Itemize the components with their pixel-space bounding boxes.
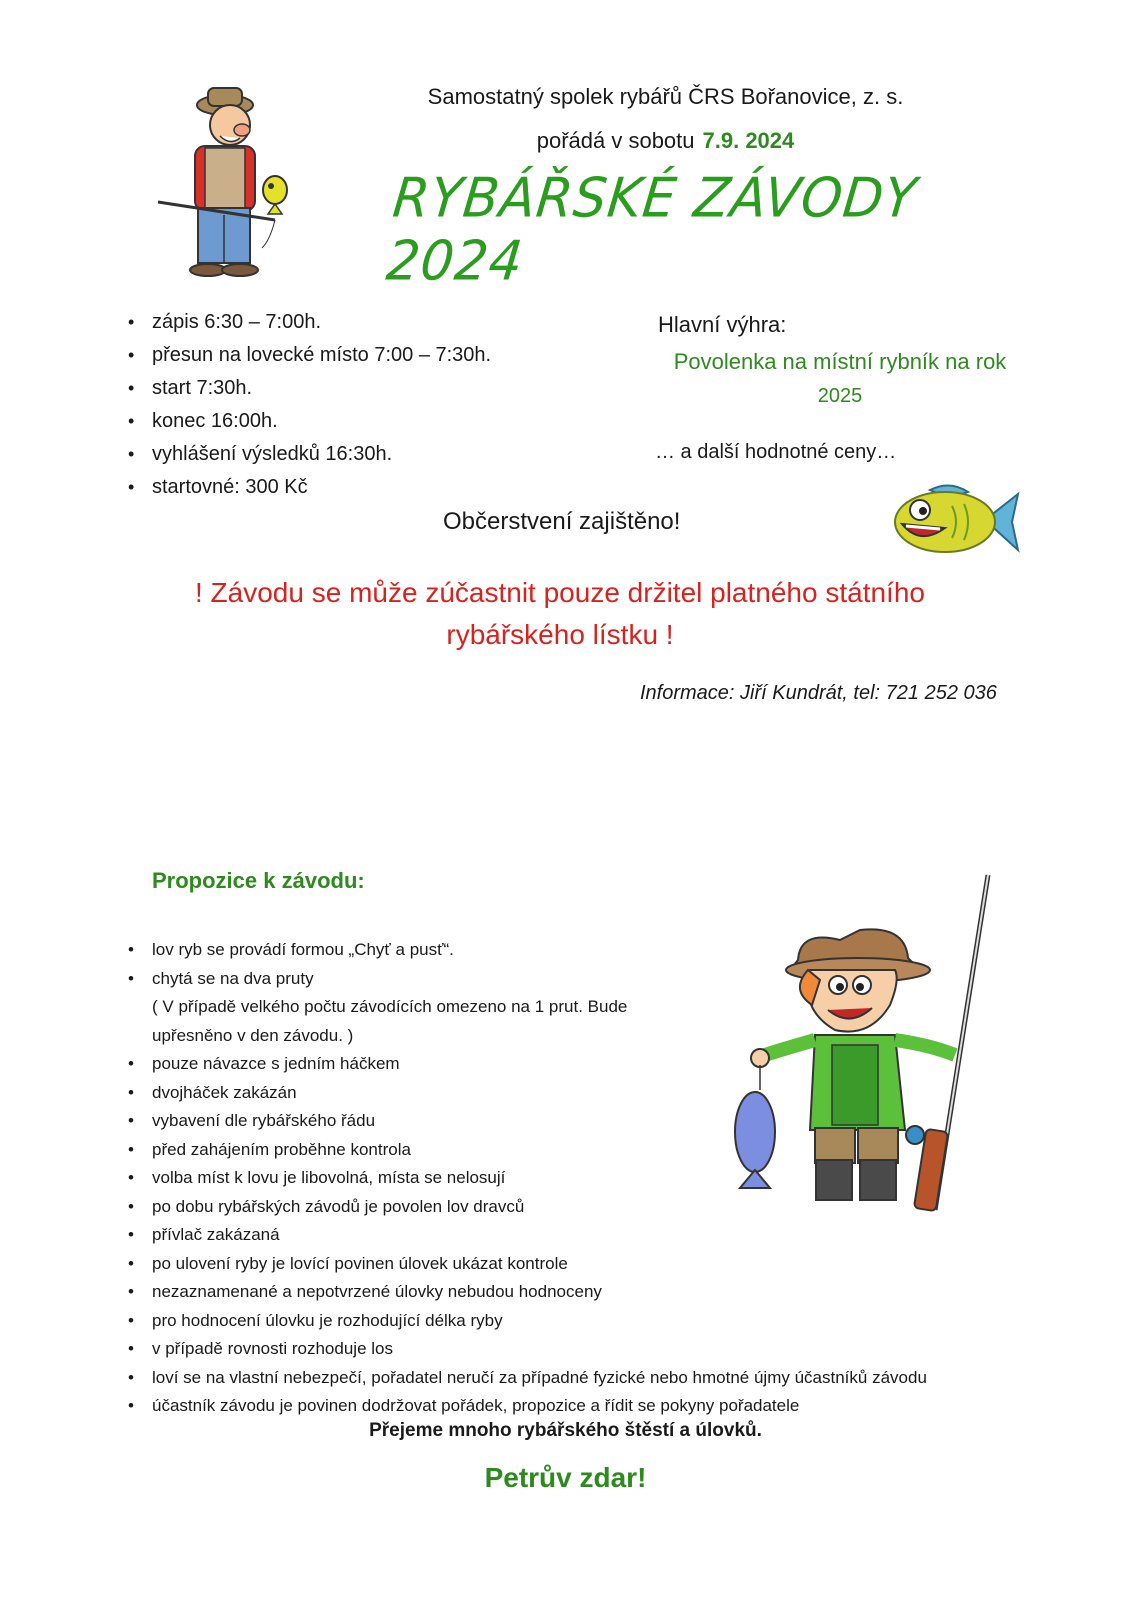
organizer-line: Samostatný spolek rybářů ČRS Bořanovice, z. s. <box>427 84 904 109</box>
date-prefix: pořádá v sobotu <box>536 128 695 153</box>
rule-item: • lov ryb se provádí formou „Chyť a pusť“. <box>128 936 927 965</box>
prize-main <box>655 345 1025 413</box>
warning-line1: ! Závodu se může zúčastnit pouze držitel platného státního <box>195 577 925 608</box>
license-warning <box>160 572 960 656</box>
date-line <box>0 128 1131 154</box>
rule-item: • po dobu rybářských závodů je povolen lov dravců <box>128 1193 927 1222</box>
schedule-list <box>128 306 491 504</box>
contact-info: Informace: Jiří Kundrát, tel: 721 252 036 <box>640 682 997 704</box>
event-date: 7.9. 2024 <box>702 128 795 153</box>
rule-item: • pouze návazce s jedním háčkem <box>128 1050 927 1079</box>
schedule-item: • startovné: 300 Kč <box>128 471 491 504</box>
refreshments-note: Občerstvení zajištěno! <box>443 508 681 535</box>
rule-item: • pro hodnocení úlovku je rozhodující délka ryby <box>128 1307 927 1336</box>
rule-item: • nezaznamenané a nepotvrzené úlovky nebudou hodnoceny <box>128 1278 927 1307</box>
rule-item: • před zahájením proběhne kontrola <box>128 1136 927 1165</box>
rule-item: • přívlač zakázaná <box>128 1221 927 1250</box>
rule-item: • v případě rovnosti rozhoduje los <box>128 1335 927 1364</box>
rule-item: • po ulovení ryby je lovící povinen úlovek ukázat kontrole <box>128 1250 927 1279</box>
rule-note-line2: upřesněno v den závodu. ) <box>152 1025 354 1045</box>
closing-wish: Přejeme mnoho rybářského štěstí a úlovků. <box>369 1420 762 1441</box>
fish-illustration <box>890 482 1020 557</box>
rule-item: • vybavení dle rybářského řádu <box>128 1107 927 1136</box>
fisherman-illustration-bottom <box>720 870 1010 1220</box>
rule-text: chytá se na dva pruty <box>152 968 314 988</box>
rule-item: • dvojháček zakázán <box>128 1079 927 1108</box>
warning-line2: rybářského lístku ! <box>446 619 674 650</box>
propositions-heading: Propozice k závodu: <box>152 868 365 893</box>
schedule-item: • přesun na lovecké místo 7:00 – 7:30h. <box>128 339 491 372</box>
schedule-item: • zápis 6:30 – 7:00h. <box>128 306 491 339</box>
rule-note-line1: ( V případě velkého počtu závodících omezeno na 1 prut. Bude <box>152 997 628 1016</box>
prize-heading: Hlavní výhra: <box>658 312 787 337</box>
prize-more: … a další hodnotné ceny… <box>655 441 897 463</box>
cheer-greeting: Petrův zdar! <box>484 1462 647 1493</box>
prize-main-line2: 2025 <box>817 385 863 407</box>
rule-item: • loví se na vlastní nebezpečí, pořadatel neručí za případné fyzické nebo hmotné újmy účastníků závodu <box>128 1364 927 1393</box>
schedule-item: • start 7:30h. <box>128 372 491 405</box>
schedule-item: • vyhlášení výsledků 16:30h. <box>128 438 491 471</box>
rule-item: • volba míst k lovu je libovolná, místa se nelosují <box>128 1164 927 1193</box>
page-title: RYBÁŘSKÉ ZÁVODY 2024 <box>383 167 921 293</box>
fisherman-illustration-top <box>150 80 300 285</box>
prize-main-line1: Povolenka na místní rybník na rok <box>673 349 1007 374</box>
rule-item: • účastník závodu je povinen dodržovat pořádek, propozice a řídit se pokyny pořadatele <box>128 1392 927 1421</box>
schedule-item: • konec 16:00h. <box>128 405 491 438</box>
